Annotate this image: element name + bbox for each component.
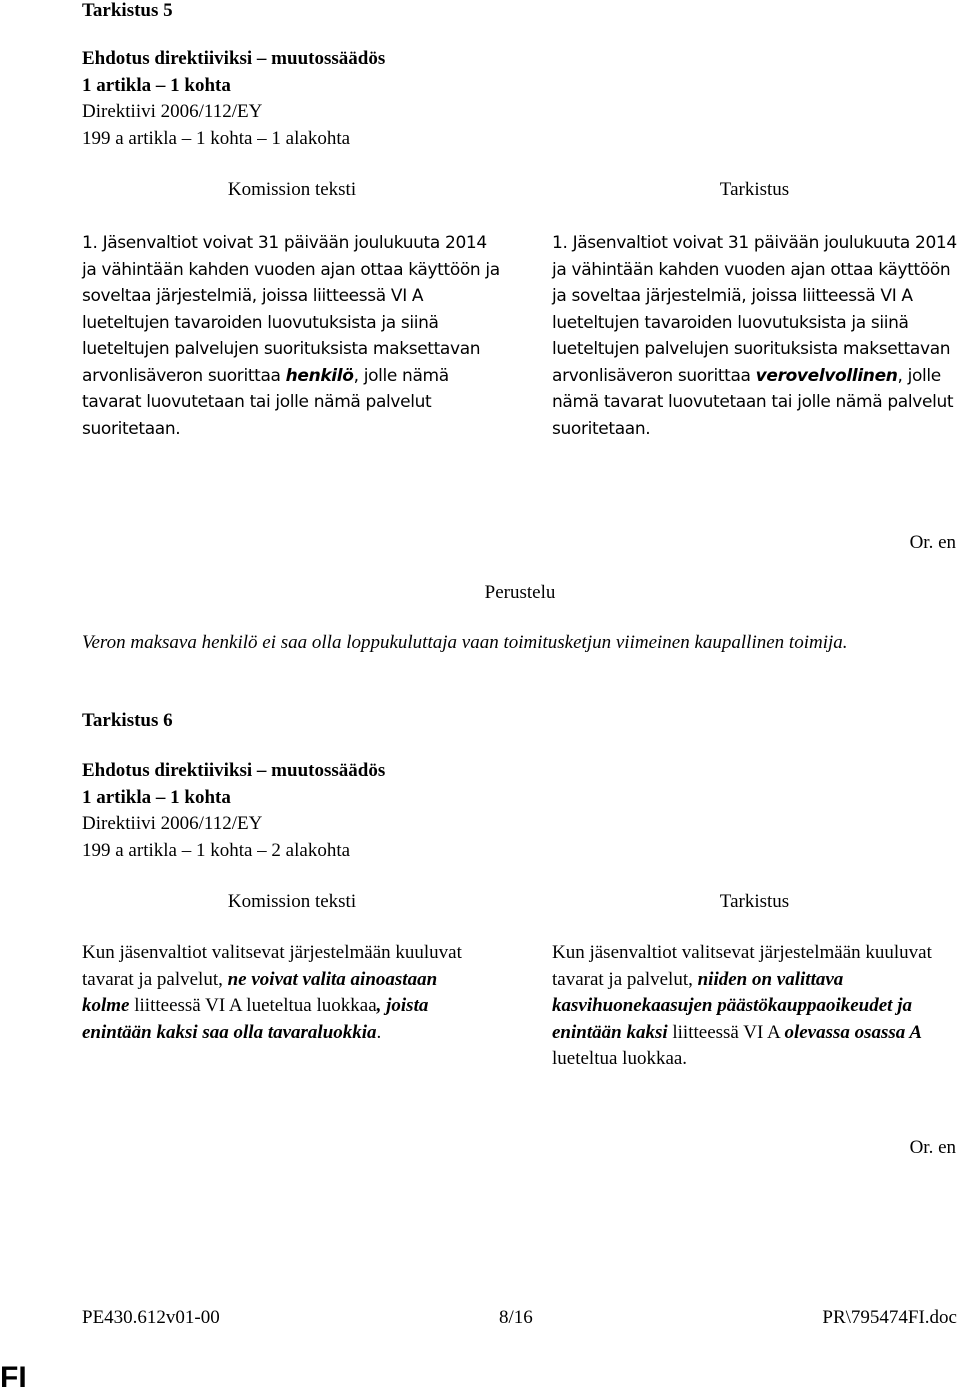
original-language: Or. en [909, 532, 956, 553]
article-reference: 1 artikla – 1 kohta [82, 786, 231, 808]
language-code: FI [0, 1361, 27, 1394]
original-language: Or. en [909, 1137, 956, 1158]
amendment-text-part: liitteessä VI A [667, 1021, 785, 1043]
justification-heading: Perustelu [484, 582, 556, 603]
amendment-text-part: Kun jäsenvaltiot valitsevat järjestelmään kuuluvat tavarat ja palvelut, [552, 942, 932, 990]
amendment-5-title: Tarkistus 5 [82, 0, 173, 21]
commission-text-part: . [376, 1021, 382, 1043]
commission-text-emphasis: henkilö [285, 365, 354, 386]
subparagraph-reference: 199 a artikla – 1 kohta – 2 alakohta [82, 839, 351, 861]
proposal-title: Ehdotus direktiiviksi – muutossäädös [82, 48, 386, 69]
amendment-text-body [552, 940, 947, 1073]
amendment-text-part: 1. Jäsenvaltiot voivat 31 päivään joulukuuta 2014 ja vähintään kahden vuoden ajan ottaa käyttöön ja soveltaa järjestelmiä, joissa liitteessä VI A lueteltujen tavaroiden luovutuksista ja siinä lueteltujen palvelujen suorituksista maksettavan arvonlisäveron suorittaa [552, 233, 957, 386]
commission-text-part: liitteessä VI A lueteltua luokkaa [129, 995, 377, 1016]
subparagraph-reference: 199 a artikla – 1 kohta – 1 alakohta [82, 127, 351, 149]
commission-text-heading: Komission teksti [227, 891, 357, 912]
commission-text-part: Kun jäsenvaltiot valitsevat järjestelmään kuuluvat tavarat ja palvelut, [82, 942, 462, 990]
amendment-text-emphasis: niiden on valittava kasvihuonekaasujen päästökauppaoikeudet ja enintään kaksi [552, 968, 912, 1043]
amendment-text-part: lueteltua luokkaa. [552, 1048, 688, 1069]
proposal-title: Ehdotus direktiiviksi – muutossäädös [82, 760, 386, 781]
commission-text-body [82, 230, 502, 442]
article-reference: 1 artikla – 1 kohta [82, 74, 231, 96]
commission-text-part: 1. Jäsenvaltiot voivat 31 päivään joulukuuta 2014 ja vähintään kahden vuoden ajan ottaa käyttöön ja soveltaa järjestelmiä, joissa liitteessä VI A lueteltujen tavaroiden luovutuksista ja siinä lueteltujen palvelujen suorituksista maksettavan arvonlisäveron suorittaa [82, 233, 500, 386]
justification-text: Veron maksava henkilö ei saa olla loppukuluttaja vaan toimitusketjun viimeinen kaupallinen toimija. [82, 632, 848, 653]
commission-text-part: , jolle nämä tavarat luovutetaan tai jolle nämä palvelut suoritetaan. [82, 365, 449, 439]
directive-reference: Direktiivi 2006/112/EY [82, 813, 263, 834]
commission-text-heading: Komission teksti [227, 179, 357, 200]
footer-file-name: PR\795474FI.doc [822, 1307, 957, 1328]
footer-page-number: 8/16 [499, 1307, 533, 1328]
amendment-text-body [552, 230, 957, 442]
amendment-6-heading [82, 758, 385, 864]
commission-text-emphasis: ne voivat valita ainoastaan kolme [82, 968, 438, 1016]
amendment-text-heading: Tarkistus [719, 179, 790, 200]
directive-reference: Direktiivi 2006/112/EY [82, 101, 263, 122]
amendment-text-emphasis: olevassa osassa A [784, 1021, 923, 1043]
amendment-text-part: , jolle nämä tavarat luovutetaan tai jolle nämä palvelut suoritetaan. [552, 365, 954, 439]
commission-text-body [82, 940, 462, 1046]
commission-text-emphasis: , joista enintään kaksi saa olla tavaraluokkia [82, 995, 429, 1043]
footer-doc-id: PE430.612v01-00 [82, 1307, 220, 1328]
page-footer [82, 1305, 957, 1332]
amendment-text-heading: Tarkistus [719, 891, 790, 912]
amendment-5-heading [82, 46, 385, 152]
amendment-text-emphasis: verovelvollinen [755, 365, 898, 386]
amendment-6-title: Tarkistus 6 [82, 710, 173, 731]
